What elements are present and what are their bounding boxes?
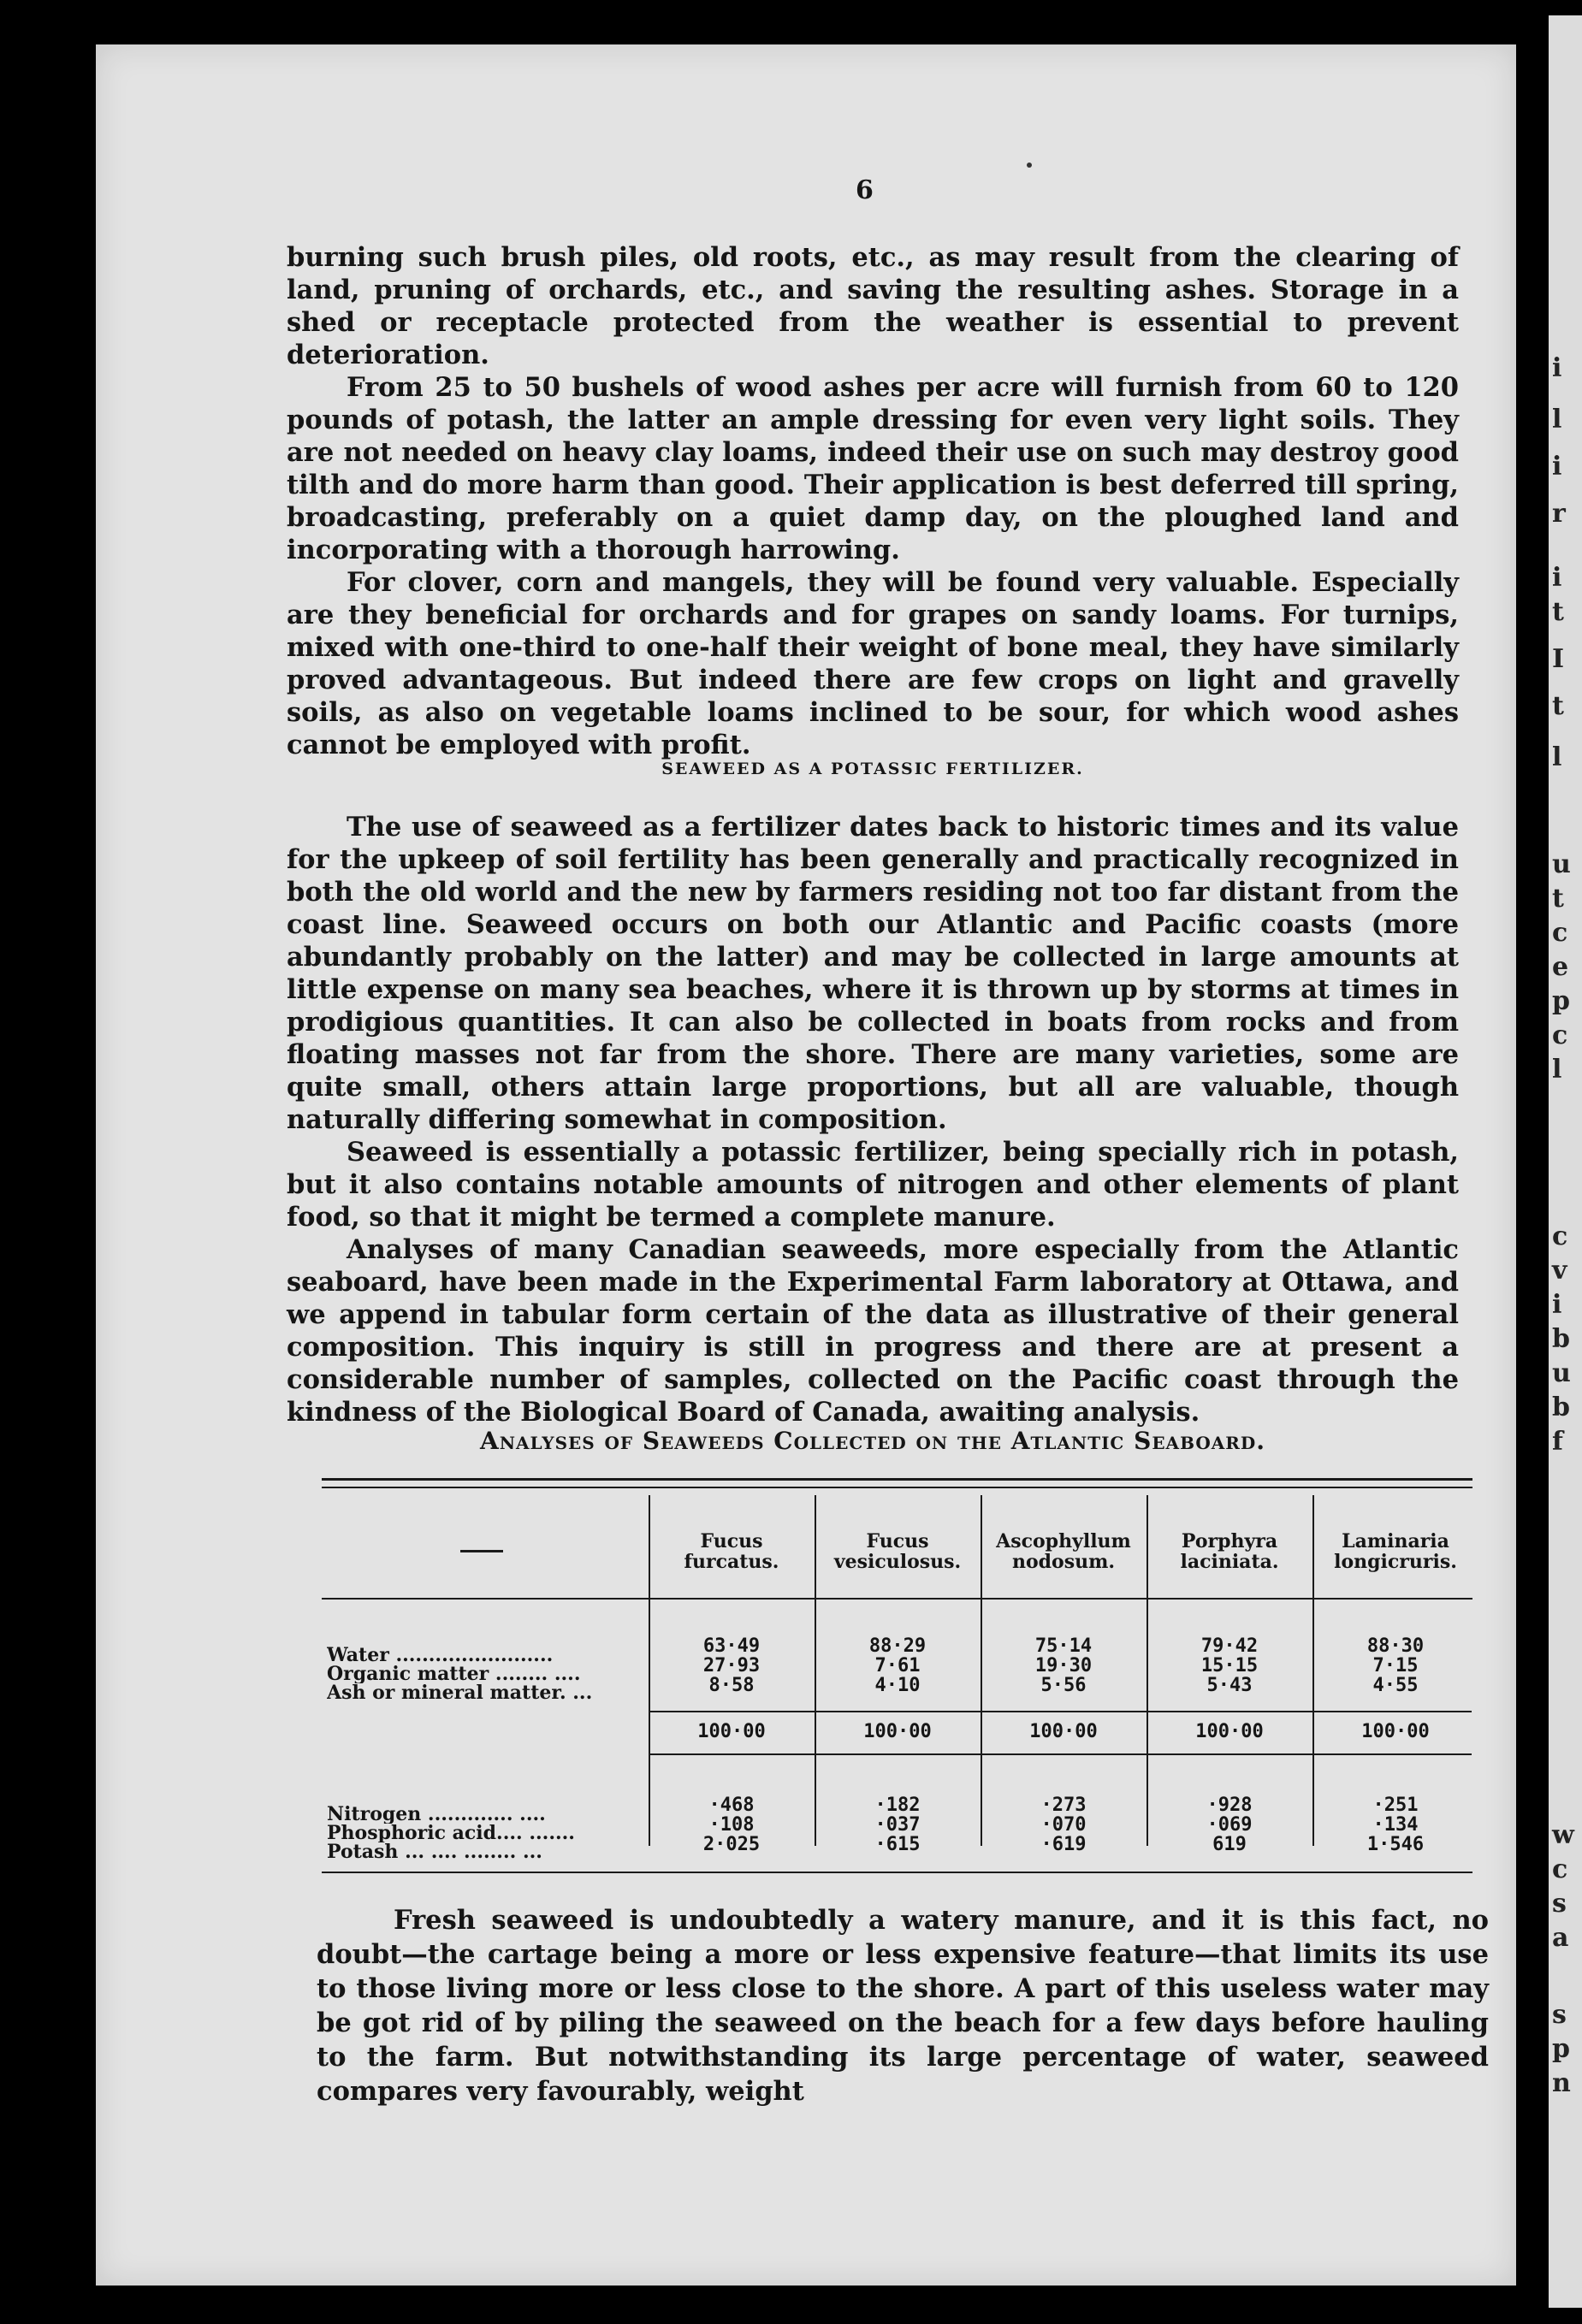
edge-letter: r bbox=[1552, 499, 1566, 529]
row-label-potash: Potash ... .... ........ ... bbox=[327, 1842, 542, 1861]
edge-letter: t bbox=[1552, 884, 1564, 914]
edge-letter: i bbox=[1552, 563, 1562, 593]
page-number: 6 bbox=[856, 175, 874, 205]
table-cell: ·619 bbox=[1040, 1834, 1087, 1855]
table-title: Analyses of Seaweeds Collected on the Atlantic Seaboard. bbox=[479, 1427, 1266, 1455]
column-header-line2: furcatus. bbox=[684, 1551, 779, 1573]
edge-letter: i bbox=[1552, 452, 1562, 482]
column-header-line1: Fucus bbox=[866, 1530, 929, 1552]
row-label-ash: Ash or mineral matter. ... bbox=[327, 1683, 593, 1702]
edge-letter: f bbox=[1552, 1427, 1563, 1457]
lower-text bbox=[317, 1903, 1489, 2108]
table-cell: 27·93 bbox=[702, 1655, 761, 1676]
paragraph-seaweed-analyses: Analyses of many Canadian seaweeds, more especially from the Atlantic seaboard, have been made in the Experimental Farm laboratory at Ottawa, and we append in tabular form certain of the data as illustrative of their general composition. This inquiry is still in progress and there are at present a considerable number of samples, collected on the Pacific coast through the kindness of the Biological Board of Canada, awaiting analysis. bbox=[287, 1234, 1459, 1428]
edge-letter: n bbox=[1552, 2068, 1571, 2098]
edge-letter: c bbox=[1552, 1221, 1568, 1251]
total-bottom-rule bbox=[650, 1753, 1472, 1755]
table-top-rule bbox=[322, 1478, 1472, 1481]
table-cell: 5·43 bbox=[1206, 1675, 1253, 1696]
stub-header-dash bbox=[460, 1550, 503, 1552]
column-header bbox=[650, 1531, 813, 1572]
seaweed-text bbox=[287, 811, 1459, 1428]
row-label-organic: Organic matter ........ .... bbox=[327, 1665, 581, 1683]
table-top-rule-2 bbox=[322, 1487, 1472, 1488]
total-top-rule bbox=[650, 1711, 1472, 1712]
paragraph-seaweed-history: The use of seaweed as a fertilizer dates back to historic times and its value for the upkeep of soil fertility has been generally and practically recognized in both the old world and the new by farmers residing not too far distant from the coast line. Seaweed occurs on both our Atlantic and Pacific coasts (more abundantly probably on the latter) and may be collected in large amounts at little expense on many sea beaches, where it is thrown up by storms at times in prodigious quantities. It can also be collected in boats from rocks and from floating masses not far from the shore. There are many varieties, some are quite small, others attain large proportions, but all are valuable, though naturally differing somewhat in composition. bbox=[287, 812, 1459, 1135]
column-header bbox=[1314, 1531, 1477, 1572]
edge-letter: t bbox=[1552, 597, 1564, 627]
edge-letter: b bbox=[1552, 1393, 1570, 1422]
row-label-phosphoric: Phosphoric acid.... ....... bbox=[327, 1824, 575, 1842]
edge-letter: p bbox=[1552, 2034, 1570, 2064]
table-bottom-rule bbox=[322, 1872, 1472, 1873]
table-cell: ·069 bbox=[1206, 1814, 1253, 1836]
table-cell: 88·30 bbox=[1366, 1635, 1425, 1657]
row-label-water: Water ........................ bbox=[327, 1646, 554, 1665]
speck bbox=[1027, 163, 1032, 168]
table-cell: 88·29 bbox=[868, 1635, 927, 1657]
table-cell: ·134 bbox=[1372, 1814, 1419, 1836]
column-header-line2: laciniata. bbox=[1180, 1551, 1279, 1573]
total-cell: 100·00 bbox=[697, 1721, 766, 1742]
table-cell: 619 bbox=[1212, 1834, 1247, 1855]
edge-letter: I bbox=[1552, 644, 1565, 674]
edge-letter: s bbox=[1552, 2000, 1567, 2030]
total-cell: 100·00 bbox=[1361, 1721, 1430, 1742]
table-cell: 8·58 bbox=[708, 1675, 755, 1696]
paragraph-wood-ashes-crops: For clover, corn and mangels, they will be found very valuable. Especially are they beneficial for orchards and for grapes on sandy loams. For turnips, mixed with one-third to one-half their weight of bone meal, they have similarly proved advantageous. But indeed there are few crops on light and gravelly soils, as also on vegetable loams inclined to be sour, for which wood ashes cannot be employed with profit. bbox=[287, 567, 1459, 760]
table-cell: ·273 bbox=[1040, 1795, 1087, 1816]
table-cell: 75·14 bbox=[1034, 1635, 1093, 1657]
table-cell: 7·61 bbox=[874, 1655, 921, 1676]
column-header-line2: nodosum. bbox=[1011, 1551, 1116, 1573]
table-cell: 2·025 bbox=[702, 1834, 761, 1855]
total-cell: 100·00 bbox=[863, 1721, 932, 1742]
table-cell: 5·56 bbox=[1040, 1675, 1087, 1696]
column-header bbox=[1148, 1531, 1311, 1572]
table-cell: ·928 bbox=[1206, 1795, 1253, 1816]
column-header-line1: Ascophyllum bbox=[996, 1530, 1131, 1552]
paragraph-seaweed-potassic: Seaweed is essentially a potassic fertilizer, being specially rich in potash, but it also contains notable amounts of nitrogen and other elements of plant food, so that it might be termed a complete manure. bbox=[287, 1137, 1459, 1233]
column-header bbox=[816, 1531, 979, 1572]
column-header-line1: Fucus bbox=[700, 1530, 763, 1552]
paragraph-intro: burning such brush piles, old roots, etc., as may result from the clearing of land, pruning of orchards, etc., and saving the resulting ashes. Storage in a shed or receptacle protected from the weather is essential to prevent deterioration. bbox=[287, 242, 1459, 370]
table-header-rule bbox=[322, 1598, 1472, 1600]
edge-letter: c bbox=[1552, 1854, 1568, 1884]
table-cell: ·037 bbox=[874, 1814, 921, 1836]
edge-letter: c bbox=[1552, 918, 1568, 948]
edge-letter: c bbox=[1552, 1020, 1568, 1050]
table-cell: 79·42 bbox=[1200, 1635, 1259, 1657]
edge-letter: i bbox=[1552, 353, 1562, 383]
table-cell: 7·15 bbox=[1372, 1655, 1419, 1676]
total-cell: 100·00 bbox=[1029, 1721, 1098, 1742]
row-label-nitrogen: Nitrogen ............. .... bbox=[327, 1805, 546, 1824]
edge-letter: b bbox=[1552, 1324, 1570, 1354]
total-cell: 100·00 bbox=[1195, 1721, 1264, 1742]
column-header-line2: longicruris. bbox=[1334, 1551, 1457, 1573]
table-cell: 19·30 bbox=[1034, 1655, 1093, 1676]
table-cell: 4·10 bbox=[874, 1675, 921, 1696]
table-cell: 1·546 bbox=[1366, 1834, 1425, 1855]
upper-text bbox=[287, 241, 1459, 761]
edge-letter: s bbox=[1552, 1889, 1567, 1919]
table-cell: ·468 bbox=[708, 1795, 755, 1816]
table-cell: ·070 bbox=[1040, 1814, 1087, 1836]
edge-letter: e bbox=[1552, 952, 1569, 982]
edge-letter: w bbox=[1552, 1820, 1574, 1850]
table-cell: ·108 bbox=[708, 1814, 755, 1836]
table-cell: ·251 bbox=[1372, 1795, 1419, 1816]
table-cell: ·615 bbox=[874, 1834, 921, 1855]
adjacent-page-edge bbox=[1549, 15, 1582, 2308]
column-header-line1: Laminaria bbox=[1342, 1530, 1449, 1552]
table-cell: 63·49 bbox=[702, 1635, 761, 1657]
edge-letter: u bbox=[1552, 849, 1571, 879]
edge-letter: l bbox=[1552, 1055, 1562, 1085]
table-cell: ·182 bbox=[874, 1795, 921, 1816]
column-header-line2: vesiculosus. bbox=[833, 1551, 962, 1573]
edge-letter: v bbox=[1552, 1256, 1567, 1286]
table-cell: 15·15 bbox=[1200, 1655, 1259, 1676]
edge-letter: a bbox=[1552, 1923, 1569, 1953]
table-cell: 4·55 bbox=[1372, 1675, 1419, 1696]
edge-letter: l bbox=[1552, 405, 1562, 435]
paragraph-wood-ashes-rate: From 25 to 50 bushels of wood ashes per acre will furnish from 60 to 120 pounds of potash, the latter an ample dressing for even very light soils. They are not needed on heavy clay loams, indeed their use on such may destroy good tilth and do more harm than good. Their application is best deferred till spring, broadcasting, preferably on a quiet damp day, on the ploughed land and incorporating with a thorough harrowing. bbox=[287, 372, 1459, 565]
edge-letter: u bbox=[1552, 1358, 1571, 1388]
edge-letter: i bbox=[1552, 1290, 1562, 1320]
paragraph-fresh-seaweed: Fresh seaweed is undoubtedly a watery manure, and it is this fact, no doubt—the cartage being a more or less expensive feature—that limits its use to those living more or less close to the shore. A part of this useless water may be got rid of by piling the seaweed on the beach for a few days before hauling to the farm. But notwithstanding its large percentage of water, seaweed compares very favourably, weight bbox=[317, 1905, 1489, 2107]
column-header bbox=[982, 1531, 1145, 1572]
edge-letter: p bbox=[1552, 986, 1570, 1016]
section-heading: SEAWEED AS A POTASSIC FERTILIZER. bbox=[661, 760, 1084, 778]
column-header-line1: Porphyra bbox=[1181, 1530, 1278, 1552]
edge-letter: t bbox=[1552, 691, 1564, 721]
edge-letter: l bbox=[1552, 742, 1562, 772]
